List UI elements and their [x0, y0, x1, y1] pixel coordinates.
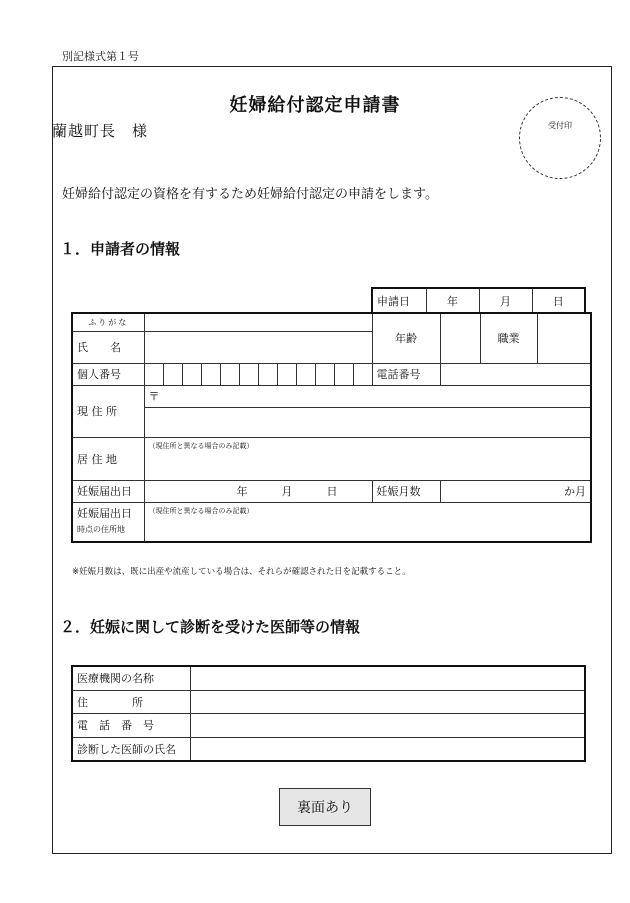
name-label: 氏 名 — [72, 331, 144, 363]
furigana-field[interactable] — [144, 313, 372, 331]
form-number: 別記様式第１号 — [62, 50, 139, 63]
institution-phone-label: 電 話 番 号 — [72, 713, 190, 737]
my-number-digit[interactable] — [239, 363, 258, 385]
name-field[interactable] — [144, 331, 372, 363]
residence-label: 居 住 地 — [72, 437, 144, 480]
doctor-info-table — [71, 665, 586, 762]
my-number-digit[interactable] — [144, 363, 163, 385]
report-address-label: 妊娠届出日 時点の住所地 — [72, 502, 144, 542]
pregnancy-months-field[interactable] — [440, 480, 591, 502]
my-number-digit[interactable] — [258, 363, 277, 385]
postal-code-field[interactable] — [144, 385, 591, 407]
residence-field[interactable] — [144, 437, 591, 480]
residence-note: （現住所と異なる場合のみ記載） — [148, 441, 254, 450]
pregnancy-report-date-label: 妊娠届出日 — [72, 480, 144, 502]
phone-label: 電話番号 — [372, 363, 440, 385]
my-number-digit[interactable] — [315, 363, 334, 385]
age-field[interactable] — [440, 313, 480, 363]
institution-label: 医療機関の名称 — [72, 666, 190, 690]
pregnancy-report-date-field[interactable]: 年 月 日 — [144, 480, 372, 502]
furigana-label: ふりがな — [72, 313, 144, 331]
form-title: 妊婦給付認定申請書 — [229, 95, 401, 116]
application-date-table — [371, 287, 586, 314]
pregnancy-months-label: 妊娠月数 — [372, 480, 440, 502]
my-number-digit[interactable] — [296, 363, 315, 385]
my-number-digit[interactable] — [201, 363, 220, 385]
application-date-label: 申請日 — [372, 288, 426, 313]
months-unit: か月 — [564, 485, 586, 498]
occupation-label: 職業 — [480, 313, 537, 363]
application-date-day[interactable]: 日 — [532, 288, 585, 313]
intro-text: 妊婦給付認定の資格を有するため妊婦給付認定の申請をします。 — [62, 187, 438, 202]
institution-address-label: 住 所 — [72, 690, 190, 713]
my-number-digit[interactable] — [334, 363, 353, 385]
section2-heading: ２．妊娠に関して診断を受けた医師等の情報 — [60, 618, 361, 636]
my-number-label: 個人番号 — [72, 363, 144, 385]
section1-heading: １．申請者の情報 — [60, 240, 181, 258]
stamp-label: 受付印 — [548, 121, 572, 130]
my-number-digit[interactable] — [163, 363, 182, 385]
addressee: 蘭越町長 様 — [52, 122, 149, 140]
my-number-digit[interactable] — [182, 363, 201, 385]
applicant-info-table — [71, 312, 592, 543]
address-label: 現 住 所 — [72, 385, 144, 437]
report-address-field[interactable] — [144, 502, 591, 542]
reverse-side-button[interactable]: 裏面あり — [279, 788, 371, 826]
phone-field[interactable] — [440, 363, 591, 385]
my-number-digit[interactable] — [353, 363, 372, 385]
age-label: 年齢 — [372, 313, 440, 363]
doctor-name-field[interactable] — [190, 737, 585, 761]
doctor-name-label: 診断した医師の氏名 — [72, 737, 190, 761]
address-field[interactable] — [144, 407, 591, 437]
institution-phone-field[interactable] — [190, 713, 585, 737]
my-number-digit[interactable] — [220, 363, 239, 385]
pregnancy-months-note: ※妊娠月数は、既に出産や流産している場合は、それらが確認された日を記載すること。 — [72, 567, 411, 577]
application-date-year[interactable]: 年 — [426, 288, 479, 313]
report-address-note: （現住所と異なる場合のみ記載） — [148, 506, 254, 515]
occupation-field[interactable] — [537, 313, 591, 363]
application-date-month[interactable]: 月 — [479, 288, 532, 313]
institution-field[interactable] — [190, 666, 585, 690]
my-number-digit[interactable] — [277, 363, 296, 385]
institution-address-field[interactable] — [190, 690, 585, 713]
postal-mark: 〒 — [148, 389, 160, 403]
reception-stamp-area — [519, 97, 601, 179]
